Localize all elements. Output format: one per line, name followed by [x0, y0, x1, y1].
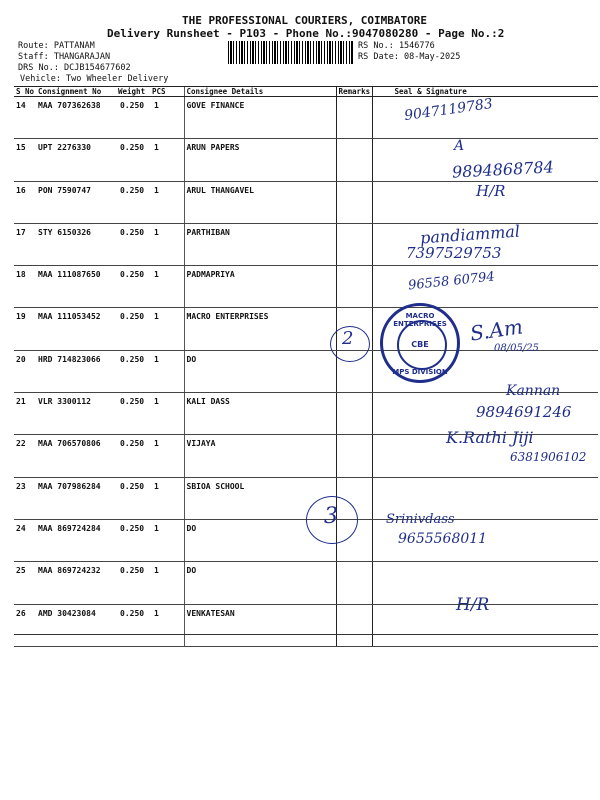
cell-pcs: 1	[150, 97, 184, 139]
col-consignee-header: Consignee Details	[184, 87, 336, 97]
cell-pcs: 1	[150, 139, 184, 181]
cell-consignment: MAA 111087650	[36, 266, 116, 308]
cell-consignee: VENKATESAN	[184, 604, 336, 646]
table-end-line	[14, 634, 598, 635]
cell-consignment: AMD 30423084	[36, 604, 116, 646]
cell-pcs: 1	[150, 562, 184, 604]
route-label: Route: PATTANAM	[18, 41, 95, 51]
cell-pcs: 1	[150, 393, 184, 435]
cell-consignment: STY 6150326	[36, 223, 116, 265]
signature-row-24-name: Srinivdass	[386, 512, 455, 527]
signature-row-21-phone: 9894691246	[476, 403, 572, 421]
cell-weight: 0.250	[116, 519, 150, 561]
signature-row-15: 9894868784	[451, 157, 555, 182]
cell-sno: 22	[14, 435, 36, 477]
cell-consignee: PADMAPRIYA	[184, 266, 336, 308]
signature-row-24-phone: 9655568011	[398, 531, 488, 547]
signature-row-16: H/R	[476, 182, 506, 200]
cell-remarks	[336, 435, 372, 477]
cell-sno: 19	[14, 308, 36, 350]
rs-date: RS Date: 08-May-2025	[358, 52, 461, 62]
table-header-row	[14, 87, 598, 97]
signature-row-21-name: Kannan	[506, 383, 561, 399]
cell-sno: 23	[14, 477, 36, 519]
cell-sno: 24	[14, 519, 36, 561]
cell-remarks	[336, 393, 372, 435]
cell-consignee: PARTHIBAN	[184, 223, 336, 265]
cell-sno: 14	[14, 97, 36, 139]
circle-number-2: 2	[342, 328, 354, 349]
cell-weight: 0.250	[116, 435, 150, 477]
company-title: THE PROFESSIONAL COURIERS, COIMBATORE	[182, 14, 428, 27]
cell-consignment: VLR 3300112	[36, 393, 116, 435]
signature-row-19-mark: S.Am	[468, 314, 525, 346]
cell-consignee: KALI DASS	[184, 393, 336, 435]
cell-remarks	[336, 181, 372, 223]
signature-row-22-phone: 6381906102	[510, 450, 587, 464]
cell-weight: 0.250	[116, 393, 150, 435]
cell-remarks	[336, 266, 372, 308]
cell-pcs: 1	[150, 519, 184, 561]
cell-sno: 18	[14, 266, 36, 308]
cell-consignment: MAA 111053452	[36, 308, 116, 350]
cell-consignment: MAA 869724232	[36, 562, 116, 604]
cell-weight: 0.250	[116, 181, 150, 223]
cell-weight: 0.250	[116, 97, 150, 139]
cell-consignment: HRD 714823066	[36, 350, 116, 392]
cell-consignee: DO	[184, 350, 336, 392]
cell-sno: 25	[14, 562, 36, 604]
cell-sno: 21	[14, 393, 36, 435]
cell-sno: 16	[14, 181, 36, 223]
cell-consignment: PON 7590747	[36, 181, 116, 223]
cell-weight: 0.250	[116, 477, 150, 519]
col-sno-header: S No	[16, 87, 35, 96]
circle-number-3: 3	[324, 504, 338, 529]
barcode-image	[228, 41, 354, 64]
table-row	[14, 266, 598, 308]
col-remarks-header: Remarks	[336, 87, 372, 97]
col-pcs-header: PCS	[150, 87, 184, 97]
cell-pcs: 1	[150, 604, 184, 646]
table-row	[14, 181, 598, 223]
signature-row-22-mark: K.Rathi Jiji	[446, 428, 534, 447]
runsheet-subtitle: Delivery Runsheet - P103 - Phone No.:9047080280 - Page No.:2	[107, 27, 505, 40]
cell-consignee: MACRO ENTERPRISES	[184, 308, 336, 350]
cell-consignment: MAA 707362638	[36, 97, 116, 139]
signature-row-26: H/R	[456, 595, 490, 615]
cell-pcs: 1	[150, 266, 184, 308]
cell-pcs: 1	[150, 350, 184, 392]
stamp-top-text: MACRO ENTERPRISES	[393, 312, 447, 328]
cell-consignee: ARUL THANGAVEL	[184, 181, 336, 223]
table-row	[14, 97, 598, 139]
col-consignment-header: Consignment No	[36, 87, 116, 97]
cell-pcs: 1	[150, 181, 184, 223]
cell-consignee: GOVE FINANCE	[184, 97, 336, 139]
cell-consignment: MAA 869724284	[36, 519, 116, 561]
staff-label: Staff: THANGARAJAN	[18, 52, 111, 62]
cell-consignment: MAA 707986284	[36, 477, 116, 519]
cell-weight: 0.250	[116, 308, 150, 350]
signature-row-18: 96558 60794	[407, 269, 496, 294]
signature-row-17-phone: 7397529753	[406, 244, 502, 262]
table-row	[14, 604, 598, 646]
cell-consignee: DO	[184, 519, 336, 561]
cell-remarks	[336, 223, 372, 265]
cell-weight: 0.250	[116, 139, 150, 181]
vehicle-label: Vehicle: Two Wheeler Delivery	[20, 74, 169, 84]
cell-remarks	[336, 139, 372, 181]
rs-number: RS No.: 1546776	[358, 41, 435, 51]
cell-consignee: DO	[184, 562, 336, 604]
cell-sno: 20	[14, 350, 36, 392]
cell-consignment: UPT 2276330	[36, 139, 116, 181]
signature-row-17-name: pandiammal	[419, 221, 521, 248]
cell-sno: 26	[14, 604, 36, 646]
table-row	[14, 562, 598, 604]
stamp-center-text: CBE	[411, 340, 429, 349]
cell-weight: 0.250	[116, 350, 150, 392]
cell-consignee: VIJAYA	[184, 435, 336, 477]
signature-row-14: 9047119783	[403, 95, 494, 125]
cell-consignment: MAA 706570806	[36, 435, 116, 477]
cell-sno: 17	[14, 223, 36, 265]
signature-row-20-date: 08/05/25	[494, 343, 539, 354]
cell-remarks	[336, 562, 372, 604]
company-seal-stamp	[380, 303, 460, 383]
cell-weight: 0.250	[116, 266, 150, 308]
drs-label: DRS No.: DCJB154677602	[18, 63, 131, 73]
stamp-bottom-text: MPS DIVISION	[392, 368, 448, 376]
cell-remarks	[336, 97, 372, 139]
cell-weight: 0.250	[116, 604, 150, 646]
cell-pcs: 1	[150, 477, 184, 519]
cell-consignee: SBIOA SCHOOL	[184, 477, 336, 519]
signature-row-15-mark: A	[454, 138, 465, 154]
cell-weight: 0.250	[116, 562, 150, 604]
col-seal-header: Seal & Signature	[372, 87, 598, 97]
cell-sno: 15	[14, 139, 36, 181]
col-weight-header: Weight	[116, 87, 150, 97]
cell-remarks	[336, 604, 372, 646]
cell-consignee: ARUN PAPERS	[184, 139, 336, 181]
cell-pcs: 1	[150, 308, 184, 350]
cell-pcs: 1	[150, 435, 184, 477]
cell-weight: 0.250	[116, 223, 150, 265]
cell-pcs: 1	[150, 223, 184, 265]
